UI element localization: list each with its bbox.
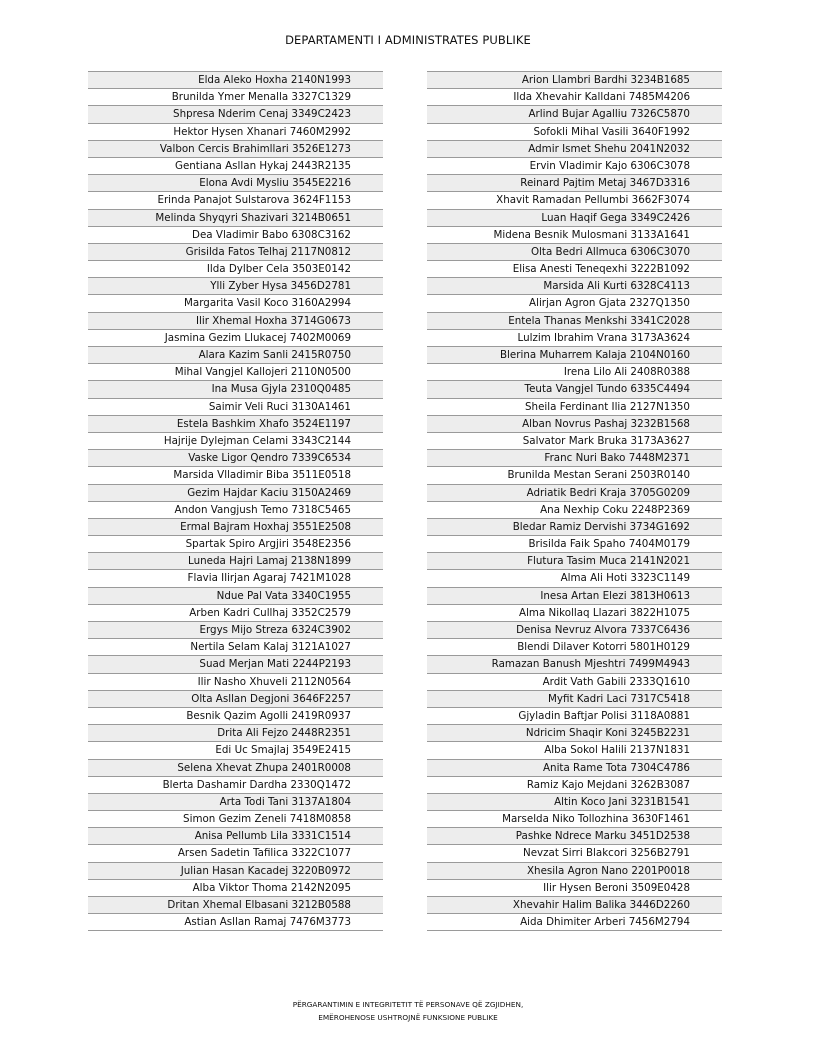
list-row: Ana Nexhip Coku 2248P2369 xyxy=(427,502,722,519)
list-row: Admir Ismet Shehu 2041N2032 xyxy=(427,141,722,158)
list-row: Ardit Vath Gabili 2333Q1610 xyxy=(427,674,722,691)
list-row: Ilir Nasho Xhuveli 2112N0564 xyxy=(88,674,383,691)
list-row: Blerta Dashamir Dardha 2330Q1472 xyxy=(88,777,383,794)
list-row: Xhavit Ramadan Pellumbi 3662F3074 xyxy=(427,192,722,209)
right-name-list xyxy=(427,71,722,931)
list-row: Blerina Muharrem Kalaja 2104N0160 xyxy=(427,347,722,364)
list-row: Ina Musa Gjyla 2310Q0485 xyxy=(88,381,383,398)
list-row: Ramazan Banush Mjeshtri 7499M4943 xyxy=(427,656,722,673)
list-row: Vaske Ligor Qendro 7339C6534 xyxy=(88,450,383,467)
list-row: Marsida Vlladimir Biba 3511E0518 xyxy=(88,467,383,484)
list-row: Luan Haqif Gega 3349C2426 xyxy=(427,210,722,227)
list-row: Gezim Hajdar Kaciu 3150A2469 xyxy=(88,485,383,502)
list-row: Entela Thanas Menkshi 3341C2028 xyxy=(427,313,722,330)
footer-line-1: PËRGARANTIMIN E INTEGRITETIT TË PERSONAVE QË ZGJIDHEN, xyxy=(292,1000,524,1009)
list-row: Adriatik Bedri Kraja 3705G0209 xyxy=(427,485,722,502)
list-row: Dritan Xhemal Elbasani 3212B0588 xyxy=(88,897,383,914)
list-row: Astian Asllan Ramaj 7476M3773 xyxy=(88,914,383,931)
list-row: Selena Xhevat Zhupa 2401R0008 xyxy=(88,760,383,777)
page-footer xyxy=(0,999,816,1024)
footer-line-2: EMËROHENOSE USHTROJNË FUNKSIONE PUBLIKE xyxy=(318,1012,498,1022)
list-row: Ermal Bajram Hoxhaj 3551E2508 xyxy=(88,519,383,536)
list-row: Suad Merjan Mati 2244P2193 xyxy=(88,656,383,673)
list-row: Ilda Dylber Cela 3503E0142 xyxy=(88,261,383,278)
list-row: Elisa Anesti Teneqexhi 3222B1092 xyxy=(427,261,722,278)
list-row: Grisilda Fatos Telhaj 2117N0812 xyxy=(88,244,383,261)
list-row: Gentiana Asllan Hykaj 2443R2135 xyxy=(88,158,383,175)
list-row: Sheila Ferdinant Ilia 2127N1350 xyxy=(427,399,722,416)
list-row: Marselda Niko Tollozhina 3630F1461 xyxy=(427,811,722,828)
list-row: Alban Novrus Pashaj 3232B1568 xyxy=(427,416,722,433)
list-row: Alirjan Agron Gjata 2327Q1350 xyxy=(427,295,722,312)
left-name-list xyxy=(88,71,383,931)
list-row: Olta Asllan Degjoni 3646F2257 xyxy=(88,691,383,708)
list-row: Ergys Mijo Streza 6324C3902 xyxy=(88,622,383,639)
list-row: Alma Nikollaq Llazari 3822H1075 xyxy=(427,605,722,622)
list-row: Teuta Vangjel Tundo 6335C4494 xyxy=(427,381,722,398)
list-row: Nertila Selam Kalaj 3121A1027 xyxy=(88,639,383,656)
list-row: Ylli Zyber Hysa 3456D2781 xyxy=(88,278,383,295)
list-row: Xhesila Agron Nano 2201P0018 xyxy=(427,863,722,880)
list-row: Lulzim Ibrahim Vrana 3173A3624 xyxy=(427,330,722,347)
list-row: Xhevahir Halim Balika 3446D2260 xyxy=(427,897,722,914)
list-row: Flutura Tasim Muca 2141N2021 xyxy=(427,553,722,570)
list-row: Blendi Dilaver Kotorri 5801H0129 xyxy=(427,639,722,656)
list-row: Ramiz Kajo Mejdani 3262B3087 xyxy=(427,777,722,794)
list-row: Flavia Ilirjan Agaraj 7421M1028 xyxy=(88,570,383,587)
list-row: Arsen Sadetin Tafilica 3322C1077 xyxy=(88,845,383,862)
list-row: Simon Gezim Zeneli 7418M0858 xyxy=(88,811,383,828)
list-row: Inesa Artan Elezi 3813H0613 xyxy=(427,588,722,605)
list-row: Irena Lilo Ali 2408R0388 xyxy=(427,364,722,381)
list-row: Pashke Ndrece Marku 3451D2538 xyxy=(427,828,722,845)
list-row: Ndue Pal Vata 3340C1955 xyxy=(88,588,383,605)
list-row: Mihal Vangjel Kallojeri 2110N0500 xyxy=(88,364,383,381)
list-row: Hajrije Dylejman Celami 3343C2144 xyxy=(88,433,383,450)
list-row: Franc Nuri Bako 7448M2371 xyxy=(427,450,722,467)
list-row: Anita Rame Tota 7304C4786 xyxy=(427,760,722,777)
list-row: Salvator Mark Bruka 3173A3627 xyxy=(427,433,722,450)
list-row: Arlind Bujar Agalliu 7326C5870 xyxy=(427,106,722,123)
list-row: Denisa Nevruz Alvora 7337C6436 xyxy=(427,622,722,639)
list-row: Aida Dhimiter Arberi 7456M2794 xyxy=(427,914,722,931)
list-row: Valbon Cercis Brahimllari 3526E1273 xyxy=(88,141,383,158)
list-row: Alba Viktor Thoma 2142N2095 xyxy=(88,880,383,897)
list-row: Erinda Panajot Sulstarova 3624F1153 xyxy=(88,192,383,209)
list-row: Ervin Vladimir Kajo 6306C3078 xyxy=(427,158,722,175)
list-row: Edi Uc Smajlaj 3549E2415 xyxy=(88,742,383,759)
list-row: Drita Ali Fejzo 2448R2351 xyxy=(88,725,383,742)
list-row: Nevzat Sirri Blakcori 3256B2791 xyxy=(427,845,722,862)
list-row: Gjyladin Baftjar Polisi 3118A0881 xyxy=(427,708,722,725)
list-row: Elda Aleko Hoxha 2140N1993 xyxy=(88,71,383,89)
list-row: Ilir Hysen Beroni 3509E0428 xyxy=(427,880,722,897)
list-row: Ilda Xhevahir Kalldani 7485M4206 xyxy=(427,89,722,106)
list-row: Anisa Pellumb Lila 3331C1514 xyxy=(88,828,383,845)
list-row: Alara Kazim Sanli 2415R0750 xyxy=(88,347,383,364)
list-row: Jasmina Gezim Llukacej 7402M0069 xyxy=(88,330,383,347)
list-row: Brunilda Ymer Menalla 3327C1329 xyxy=(88,89,383,106)
list-row: Elona Avdi Mysliu 3545E2216 xyxy=(88,175,383,192)
list-row: Dea Vladimir Babo 6308C3162 xyxy=(88,227,383,244)
list-row: Olta Bedri Allmuca 6306C3070 xyxy=(427,244,722,261)
list-row: Shpresa Nderim Cenaj 3349C2423 xyxy=(88,106,383,123)
page-title: DEPARTAMENTI I ADMINISTRATES PUBLIKE xyxy=(285,33,531,47)
list-row: Arta Todi Tani 3137A1804 xyxy=(88,794,383,811)
list-row: Alba Sokol Halili 2137N1831 xyxy=(427,742,722,759)
list-row: Arben Kadri Cullhaj 3352C2579 xyxy=(88,605,383,622)
list-row: Bledar Ramiz Dervishi 3734G1692 xyxy=(427,519,722,536)
list-row: Alma Ali Hoti 3323C1149 xyxy=(427,570,722,587)
list-row: Ndricim Shaqir Koni 3245B2231 xyxy=(427,725,722,742)
list-row: Besnik Qazim Agolli 2419R0937 xyxy=(88,708,383,725)
list-row: Sofokli Mihal Vasili 3640F1992 xyxy=(427,124,722,141)
list-row: Brunilda Mestan Serani 2503R0140 xyxy=(427,467,722,484)
list-row: Marsida Ali Kurti 6328C4113 xyxy=(427,278,722,295)
list-row: Altin Koco Jani 3231B1541 xyxy=(427,794,722,811)
list-row: Estela Bashkim Xhafo 3524E1197 xyxy=(88,416,383,433)
list-row: Luneda Hajri Lamaj 2138N1899 xyxy=(88,553,383,570)
list-row: Myfit Kadri Laci 7317C5418 xyxy=(427,691,722,708)
list-row: Saimir Veli Ruci 3130A1461 xyxy=(88,399,383,416)
list-row: Julian Hasan Kacadej 3220B0972 xyxy=(88,863,383,880)
list-row: Melinda Shyqyri Shazivari 3214B0651 xyxy=(88,210,383,227)
list-row: Spartak Spiro Argjiri 3548E2356 xyxy=(88,536,383,553)
list-row: Midena Besnik Mulosmani 3133A1641 xyxy=(427,227,722,244)
list-row: Ilir Xhemal Hoxha 3714G0673 xyxy=(88,313,383,330)
list-row: Andon Vangjush Temo 7318C5465 xyxy=(88,502,383,519)
list-row: Brisilda Faik Spaho 7404M0179 xyxy=(427,536,722,553)
list-row: Arion Llambri Bardhi 3234B1685 xyxy=(427,71,722,89)
list-row: Reinard Pajtim Metaj 3467D3316 xyxy=(427,175,722,192)
list-row: Margarita Vasil Koco 3160A2994 xyxy=(88,295,383,312)
list-row: Hektor Hysen Xhanari 7460M2992 xyxy=(88,124,383,141)
